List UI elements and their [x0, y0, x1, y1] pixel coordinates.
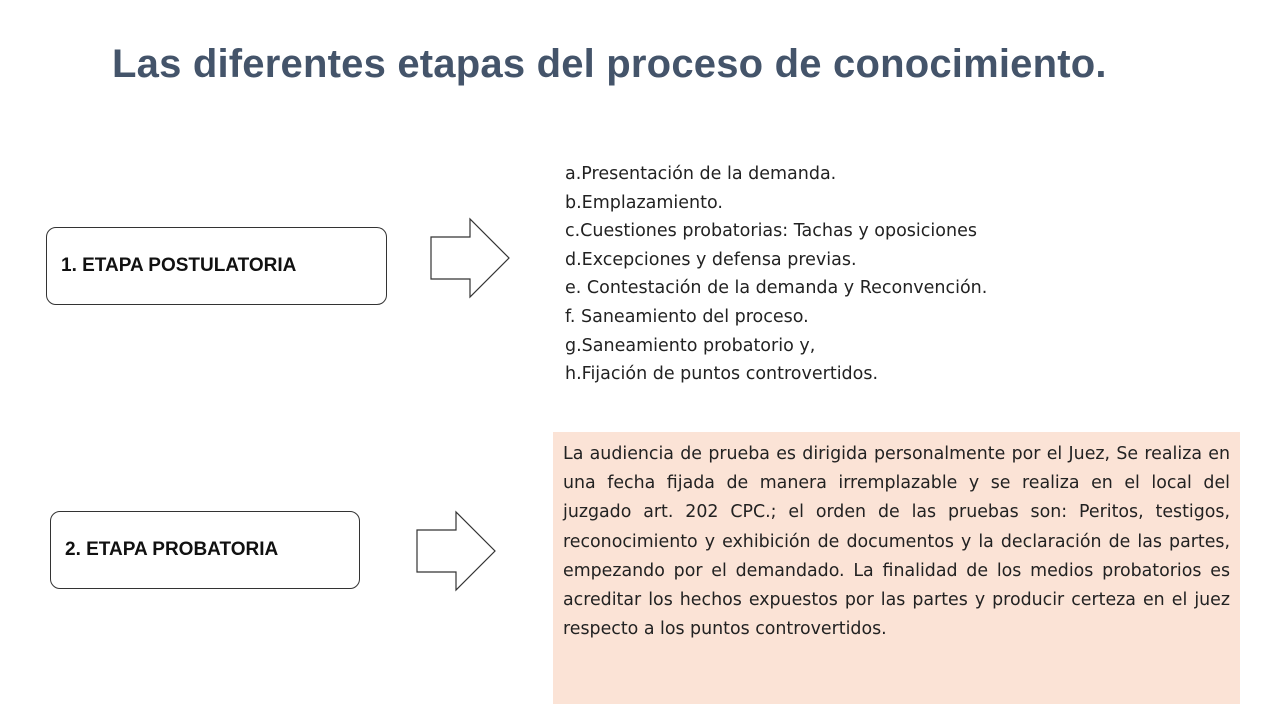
right-arrow-icon — [414, 509, 498, 593]
list-item: c.Cuestiones probatorias: Tachas y oposiciones — [565, 221, 977, 242]
stage-probatoria-label: 2. ETAPA PROBATORIA — [65, 539, 279, 560]
slide-title: Las diferentes etapas del proceso de conocimiento. — [112, 42, 1107, 86]
list-item: g.Saneamiento probatorio y, — [565, 335, 816, 356]
list-item: b.Emplazamiento. — [565, 192, 723, 213]
list-item: e. Contestación de la demanda y Reconvención. — [565, 278, 988, 299]
list-item: a.Presentación de la demanda. — [565, 164, 837, 184]
stage-probatoria-box — [50, 511, 360, 589]
probatoria-description-box — [553, 432, 1240, 704]
probatoria-description: La audiencia de prueba es dirigida personalmente por el Juez, Se realiza en una fecha fijada de manera irremplazable y se realiza en el local del juzgado art. 202 CPC.; el orden de las pruebas son: Peritos, testigos, reconocimiento y exhibición de documentos y la declaración de las partes, empezando por el demandado. La finalidad de los medios probatorios es acreditar los hechos expuestos por las partes y producir certeza en el juez respecto a los puntos controvertidos. — [563, 444, 1230, 640]
list-item: f. Saneamiento del proceso. — [565, 306, 809, 327]
postulatoria-steps-list — [565, 160, 987, 389]
list-item: d.Excepciones y defensa previas. — [565, 249, 857, 270]
stage-postulatoria-label: 1. ETAPA POSTULATORIA — [61, 255, 297, 276]
list-item: h.Fijación de puntos controvertidos. — [565, 364, 879, 385]
right-arrow-icon — [428, 216, 512, 300]
stage-postulatoria-box — [46, 227, 387, 305]
